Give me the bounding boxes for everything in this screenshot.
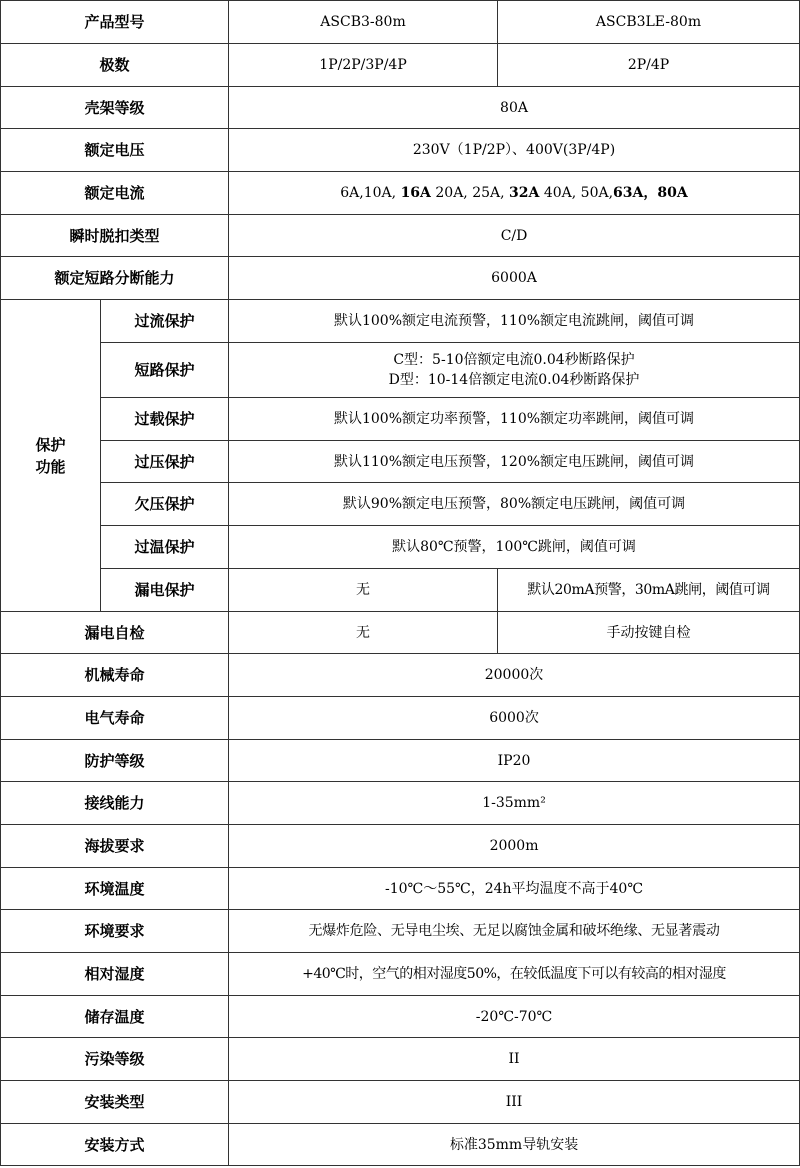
value-selftest-2: 手动按键自检 [498,612,800,654]
row-selftest [1,612,800,654]
row-pollution [1,1038,800,1081]
value-pollution: II [229,1038,800,1081]
label-install-cat: 安装类型 [1,1081,229,1124]
value-elec-life: 6000次 [229,697,800,740]
value-shortcircuit [229,343,800,398]
current-value-20a: 20A, [435,185,468,201]
value-mounting: 标准35mm导轨安装 [229,1124,800,1166]
value-overvoltage: 默认110%额定电压预警，120%额定电压跳闸，阈值可调 [229,441,800,483]
label-frame: 壳架等级 [1,87,229,129]
label-poles: 极数 [1,44,229,87]
label-env-temp: 环境温度 [1,868,229,910]
label-protection-group [1,300,101,612]
row-altitude [1,825,800,868]
label-pollution: 污染等级 [1,1038,229,1081]
label-shortcircuit: 短路保护 [101,343,229,398]
row-overvoltage [1,441,800,483]
current-value-80a: 80A [657,185,688,201]
current-value-16a: 16A [400,185,431,201]
row-elec-life [1,697,800,740]
row-overload [1,398,800,441]
value-env-req: 无爆炸危险、无导电尘埃、无足以腐蚀金属和破坏绝缘、无显著震动 [229,910,800,953]
label-overvoltage: 过压保护 [101,441,229,483]
row-leakage [1,569,800,612]
value-current [229,172,800,215]
row-mounting [1,1124,800,1166]
label-storage: 储存温度 [1,996,229,1038]
value-mech-life: 20000次 [229,654,800,697]
label-altitude: 海拔要求 [1,825,229,868]
label-overtemp: 过温保护 [101,526,229,569]
row-storage [1,996,800,1038]
row-mech-life [1,654,800,697]
row-ip [1,740,800,782]
label-overcurrent: 过流保护 [101,300,229,343]
row-model [1,1,800,44]
value-frame: 80A [229,87,800,129]
row-poles [1,44,800,87]
value-storage: -20℃-70℃ [229,996,800,1038]
current-value-63a: 63A， [613,185,658,201]
value-env-temp: -10℃～55℃，24h平均温度不高于40℃ [229,868,800,910]
label-mech-life: 机械寿命 [1,654,229,697]
row-install-cat [1,1081,800,1124]
row-wiring [1,782,800,825]
value-model-2: ASCB3LE-80m [498,1,800,44]
current-value-6a: 6A, [340,185,364,201]
row-shortcircuit [1,343,800,398]
value-leakage-1: 无 [229,569,498,612]
shortcircuit-c-type: C型：5-10倍额定电流0.04秒断路保护 [393,352,635,368]
label-ip: 防护等级 [1,740,229,782]
value-selftest-1: 无 [229,612,498,654]
value-undervoltage: 默认90%额定电压预警，80%额定电压跳闸，阈值可调 [229,483,800,526]
value-breaking: 6000A [229,257,800,300]
value-overtemp: 默认80℃预警，100℃跳闸，阈值可调 [229,526,800,569]
row-env-req [1,910,800,953]
row-undervoltage [1,483,800,526]
row-env-temp [1,868,800,910]
value-install-cat: III [229,1081,800,1124]
value-poles-1: 1P/2P/3P/4P [229,44,498,87]
value-altitude: 2000m [229,825,800,868]
label-undervoltage: 欠压保护 [101,483,229,526]
current-value-50a: 50A, [580,185,614,201]
value-trip: C/D [229,215,800,257]
value-humidity: +40℃时，空气的相对湿度50%，在较低温度下可以有较高的相对湿度 [229,953,800,996]
current-value-10a: 10A, [363,185,397,201]
row-frame [1,87,800,129]
label-breaking: 额定短路分断能力 [1,257,229,300]
label-model: 产品型号 [1,1,229,44]
label-mounting: 安装方式 [1,1124,229,1166]
row-current [1,172,800,215]
value-overcurrent: 默认100%额定电流预警，110%额定电流跳闸，阈值可调 [229,300,800,343]
row-voltage [1,129,800,172]
label-voltage: 额定电压 [1,129,229,172]
value-overload: 默认100%额定功率预警，110%额定功率跳闸，阈值可调 [229,398,800,441]
row-overtemp [1,526,800,569]
label-overload: 过载保护 [101,398,229,441]
row-overcurrent [1,300,800,343]
value-voltage: 230V（1P/2P）、400V(3P/4P) [229,129,800,172]
label-current: 额定电流 [1,172,229,215]
protection-group-text: 保护功能 [35,435,66,476]
value-model-1: ASCB3-80m [229,1,498,44]
label-wiring: 接线能力 [1,782,229,825]
row-humidity [1,953,800,996]
row-trip [1,215,800,257]
value-poles-2: 2P/4P [498,44,800,87]
shortcircuit-d-type: D型：10-14倍额定电流0.04秒断路保护 [388,372,640,388]
label-trip: 瞬时脱扣类型 [1,215,229,257]
label-env-req: 环境要求 [1,910,229,953]
current-value-40a: 40A, [543,185,577,201]
current-value-32a: 32A [509,185,540,201]
value-ip: IP20 [229,740,800,782]
current-value-25a: 25A, [472,185,505,201]
label-leakage: 漏电保护 [101,569,229,612]
row-breaking [1,257,800,300]
value-wiring: 1-35mm² [229,782,800,825]
label-selftest: 漏电自检 [1,612,229,654]
label-elec-life: 电气寿命 [1,697,229,740]
label-humidity: 相对湿度 [1,953,229,996]
value-leakage-2: 默认20mA预警，30mA跳闸，阈值可调 [498,569,800,612]
